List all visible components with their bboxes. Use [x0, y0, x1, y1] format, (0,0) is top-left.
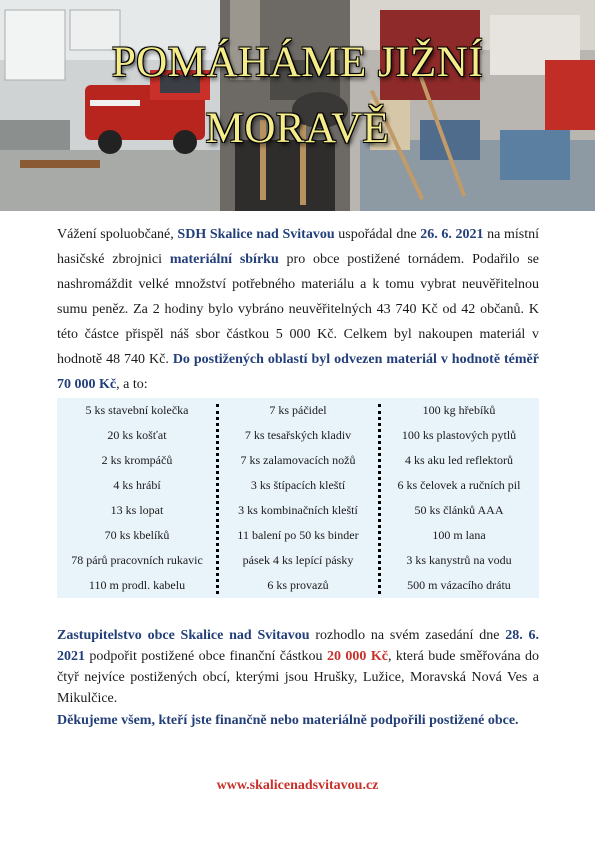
item-cell: 500 m vázacího drátu [407, 578, 511, 592]
item-cell: 5 ks stavební kolečka [85, 403, 189, 417]
items-column-1 [57, 398, 217, 598]
item-cell: 13 ks lopat [110, 503, 164, 517]
delivered-value-text: Do postižených oblastí byl odvezen materiál v hodnotě téměř 70 000 Kč [57, 352, 539, 392]
intro-text: Vážení spoluobčané, [57, 227, 178, 242]
item-cell: 3 ks kanystrů na vodu [406, 553, 512, 567]
item-cell: 3 ks kombinačních kleští [238, 503, 358, 517]
item-cell: pásek 4 ks lepící pásky [242, 553, 354, 567]
item-cell: 4 ks aku led reflektorů [405, 453, 513, 467]
collection-label: materiální sbírku [169, 252, 279, 267]
page-title-line-1: POMÁHÁME JIŽNÍ [111, 39, 484, 86]
item-cell: 50 ks článků AAA [414, 503, 504, 517]
items-column-2 [218, 398, 378, 598]
item-cell: 3 ks štípacích kleští [250, 478, 346, 492]
material-items-table [57, 398, 539, 598]
intro-text: pro obce postižené tornádem. Podařilo se nashromáždit velké množství potřebného materiálu a k tomu vybrat neuvěřitelnou sumu peněz. Za 2 hodiny bylo vybráno neuvěřitelných 43 740 Kč od 42 občanů. K této částce přispěl náš sbor částkou 5 000 Kč. Celkem byl nakoupen materiál v hodnotě 48 740 Kč. [57, 252, 540, 367]
item-cell: 2 ks krompáčů [101, 453, 173, 467]
item-cell: 7 ks páčidel [269, 403, 327, 417]
intro-text: na místní hasičské zbrojnici [57, 227, 540, 267]
item-cell: 7 ks tesařských kladiv [244, 428, 352, 442]
item-cell: 6 ks čelovek a ručních pil [397, 478, 521, 492]
item-cell: 78 párů pracovních rukavic [71, 553, 203, 567]
item-cell: 100 ks plastových pytlů [401, 428, 517, 442]
page-title-line-2: MORAVĚ [205, 105, 390, 152]
council-date: 28. 6. 2021 [57, 628, 539, 664]
intro-text: , a to: [116, 377, 148, 392]
item-cell: 7 ks zalamovacích nožů [240, 453, 356, 467]
council-name: Zastupitelstvo obce Skalice nad Svitavou [57, 628, 310, 643]
council-paragraph [57, 625, 539, 709]
item-cell: 4 ks hrábí [113, 478, 161, 492]
organization-name: SDH Skalice nad Svitavou [177, 227, 335, 242]
item-cell: 100 m lana [432, 528, 486, 542]
council-amount: 20 000 Kč [326, 649, 388, 664]
item-cell: 70 ks kbelíků [104, 528, 170, 542]
item-cell: 100 kg hřebíků [422, 403, 496, 417]
item-cell: 6 ks provazů [267, 578, 329, 592]
website-link[interactable]: www.skalicenadsvitavou.cz [216, 778, 379, 793]
header-banner [0, 0, 595, 211]
council-text: rozhodlo na svém zasedání dne [309, 628, 506, 643]
intro-paragraph [57, 222, 539, 397]
items-column-3 [379, 398, 539, 598]
item-cell: 11 balení po 50 ks binder [237, 528, 359, 542]
council-text: podpořit postižené obce finanční částkou [85, 649, 327, 664]
council-text: , která bude směřována do čtyř nejvíce postižených obcí, kterými jsou Hrušky, Lužice, Moravská Nová Ves a Mikulčice. [57, 649, 539, 706]
intro-text: uspořádal dne [334, 227, 421, 242]
item-cell: 110 m prodl. kabelu [88, 578, 186, 592]
collection-date: 26. 6. 2021 [420, 227, 484, 242]
item-cell: 20 ks košťat [107, 428, 167, 442]
thanks-paragraph: Děkujeme všem, kteří jste finančně nebo materiálně podpořili postižené obce. [57, 713, 519, 728]
